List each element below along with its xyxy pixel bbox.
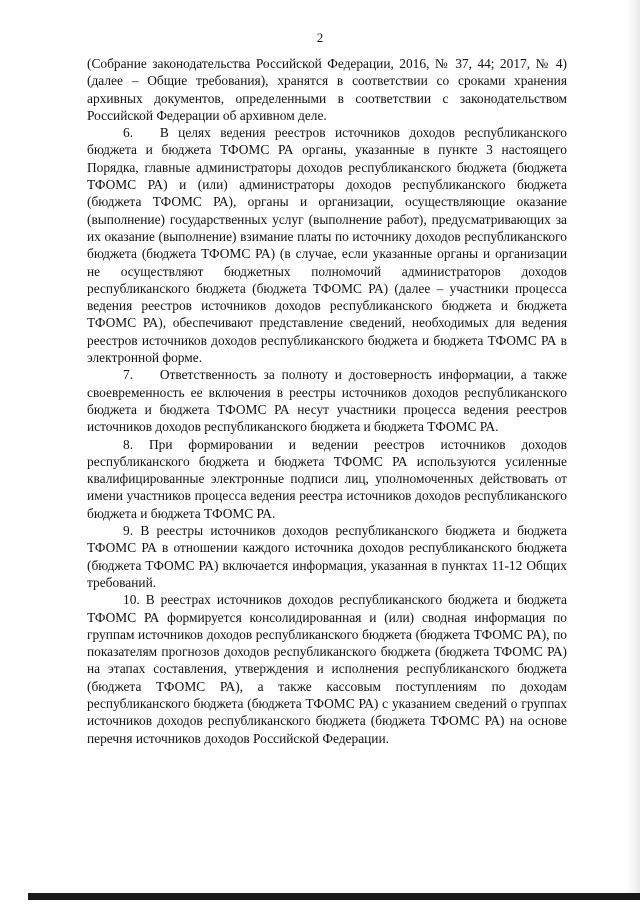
document-body [87, 55, 567, 747]
paragraph-item-7: 7. Ответственность за полноту и достоверность информации, а также своевременность ее включения в реестры источников доходов республиканского бюджета и бюджета ТФОМС РА несут участники процесса ведения реестров источников доходов республиканского бюджета и бюджета ТФОМС РА. [87, 367, 567, 435]
paragraph-item-6: 6. В целях ведения реестров источников доходов республиканского бюджета и бюджета ТФОМС РА органы, указанные в пункте 3 настоящего Порядка, главные администраторы доходов республиканского бюджета (бюджета ТФОМС РА) и (или) администраторы доходов республиканского бюджета (бюджета ТФОМС РА), органы и организации, осуществляющие оказание (выполнение) государственных услуг (выполнение работ), предусматривающих за их оказание (выполнение) взимание платы по источнику доходов республиканского бюджета (бюджета ТФОМС РА) (в случае, если указанные органы и организации не осуществляют бюджетных полномочий администраторов доходов республиканского бюджета (бюджета ТФОМС РА) (далее – участники процесса ведения реестров источников доходов республиканского бюджета и бюджета ТФОМС РА), обеспечивают представление сведений, необходимых для ведения реестров источников доходов республиканского бюджета и бюджета ТФОМС РА в электронной форме. [87, 125, 567, 366]
paragraph-continuation: (Собрание законодательства Российской Федерации, 2016, № 37, 44; 2017, № 4) (далее – Общие требования), хранятся в соответствии со сроками хранения архивных документов, определенными в соответствии с законодательством Российской Федерации об архивном деле. [87, 56, 567, 123]
scan-edge-shadow [626, 0, 640, 893]
scan-bottom-border [28, 893, 640, 900]
paragraph-item-10: 10. В реестрах источников доходов республиканского бюджета и бюджета ТФОМС РА формируется консолидированная и (или) сводная информация по группам источников доходов республиканского бюджета (бюджета ТФОМС РА), по показателям прогнозов доходов республиканского бюджета (бюджета ТФОМС РА) на этапах составления, утверждения и исполнения республиканского бюджета (бюджета ТФОМС РА), а также кассовым поступлениям по доходам республиканского бюджета (бюджета ТФОМС РА) с указанием сведений о группах источников доходов республиканского бюджета (бюджета ТФОМС РА) на основе перечня источников доходов Российской Федерации. [87, 592, 567, 746]
paragraph-item-8: 8. При формировании и ведении реестров источников доходов республиканского бюджета и бюджета ТФОМС РА используются усиленные квалифицированные электронные подписи лиц, уполномоченных действовать от имени участников процесса ведения реестра источников доходов республиканского бюджета и бюджета ТФОМС РА. [87, 436, 567, 521]
paragraph-item-9: 9. В реестры источников доходов республиканского бюджета и бюджета ТФОМС РА в отношении каждого источника доходов республиканского бюджета (бюджета ТФОМС РА) включается информация, указанная в пунктах 11-12 Общих требований. [87, 523, 567, 590]
page-number: 2 [316, 30, 324, 45]
